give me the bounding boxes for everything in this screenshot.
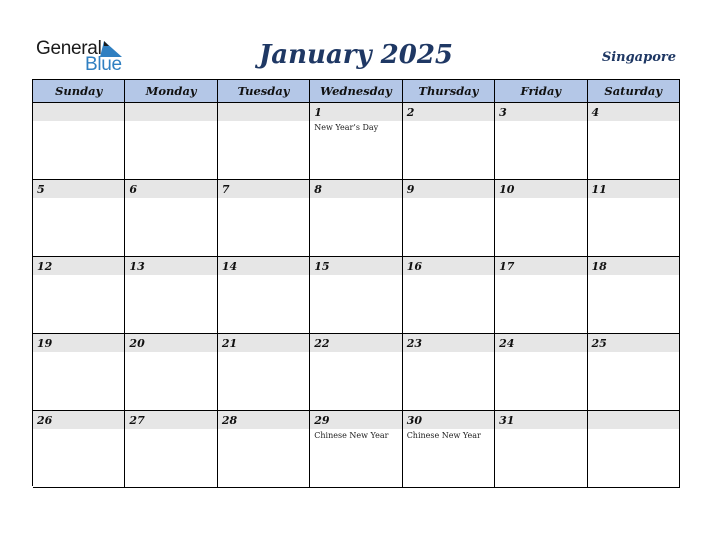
day-cell[interactable] (33, 334, 125, 411)
day-number: 29 (314, 414, 330, 427)
day-number-band (403, 180, 494, 198)
day-number: 31 (499, 414, 515, 427)
day-number: 3 (499, 106, 507, 119)
holiday-label: New Year’s Day (314, 123, 379, 132)
day-number: 12 (37, 260, 53, 273)
day-number: 13 (129, 260, 145, 273)
week-row (33, 103, 680, 180)
day-number-band (403, 103, 494, 121)
weekday-header-row (33, 80, 680, 103)
day-number-band (588, 103, 679, 121)
day-cell[interactable] (403, 411, 495, 488)
day-number-band (310, 103, 401, 121)
day-cell[interactable] (33, 103, 125, 180)
day-cell[interactable] (218, 180, 310, 257)
day-cell[interactable] (403, 103, 495, 180)
day-number-band (33, 103, 124, 121)
day-number: 27 (129, 414, 145, 427)
day-cell[interactable] (310, 180, 402, 257)
weekday-header: Saturday (588, 80, 680, 103)
day-cell[interactable] (310, 334, 402, 411)
day-cell[interactable] (588, 334, 680, 411)
day-cell[interactable] (125, 180, 217, 257)
day-number: 14 (221, 260, 238, 273)
calendar-weeks (33, 103, 680, 488)
week-row (33, 257, 680, 334)
weekday-header: Sunday (33, 80, 125, 103)
day-cell[interactable] (588, 180, 680, 257)
day-number: 8 (314, 183, 322, 196)
day-cell[interactable] (310, 257, 402, 334)
day-cell[interactable] (218, 411, 310, 488)
day-number-band (495, 103, 586, 121)
day-cell[interactable] (125, 411, 217, 488)
day-cell[interactable] (495, 334, 587, 411)
day-cell[interactable] (125, 257, 217, 334)
holiday-label: Chinese New Year (314, 431, 389, 440)
day-number: 10 (499, 183, 515, 196)
day-number: 21 (221, 337, 238, 350)
day-cell[interactable] (403, 334, 495, 411)
day-cell[interactable] (125, 103, 217, 180)
day-number-band (218, 180, 309, 198)
holiday-label: Chinese New Year (406, 431, 481, 440)
day-cell[interactable] (495, 103, 587, 180)
weekday-header: Tuesday (218, 80, 310, 103)
weekday-header: Wednesday (310, 80, 402, 103)
day-cell[interactable] (495, 180, 587, 257)
weekday-header: Thursday (403, 80, 495, 103)
day-number: 5 (37, 183, 45, 196)
day-number: 23 (406, 337, 422, 350)
day-cell[interactable] (33, 180, 125, 257)
weekday-header: Friday (495, 80, 587, 103)
day-number: 11 (591, 183, 607, 196)
page-title: January 2025 (258, 40, 454, 70)
day-cell[interactable] (125, 334, 217, 411)
day-number: 2 (406, 106, 415, 119)
day-number-band (218, 103, 309, 121)
weekday-header: Monday (125, 80, 217, 103)
day-number: 25 (591, 337, 607, 350)
day-number: 24 (499, 337, 515, 350)
day-cell[interactable] (310, 411, 402, 488)
country-label: Singapore (601, 50, 676, 65)
day-cell[interactable] (495, 411, 587, 488)
day-cell[interactable] (218, 257, 310, 334)
day-number: 18 (591, 260, 607, 273)
day-number: 30 (406, 414, 422, 427)
logo-text-general: General (36, 38, 102, 59)
day-number-band (310, 180, 401, 198)
day-number: 9 (406, 183, 415, 196)
day-number: 7 (221, 183, 230, 196)
day-number-band (33, 180, 124, 198)
calendar-grid (32, 79, 680, 486)
day-number: 1 (314, 106, 322, 119)
day-cell[interactable] (403, 257, 495, 334)
day-number-band (588, 411, 679, 429)
day-number: 26 (37, 414, 53, 427)
day-cell[interactable] (33, 257, 125, 334)
day-number: 28 (221, 414, 238, 427)
day-number: 22 (314, 337, 330, 350)
day-number: 16 (406, 260, 422, 273)
day-number-band (125, 103, 216, 121)
day-number: 6 (129, 183, 138, 196)
day-cell[interactable] (588, 411, 680, 488)
day-cell[interactable] (218, 103, 310, 180)
day-number: 15 (314, 260, 330, 273)
day-cell[interactable] (310, 103, 402, 180)
day-number-band (125, 180, 216, 198)
day-number: 20 (129, 337, 145, 350)
day-cell[interactable] (495, 257, 587, 334)
week-row (33, 180, 680, 257)
day-number: 4 (591, 106, 600, 119)
day-cell[interactable] (588, 103, 680, 180)
day-cell[interactable] (218, 334, 310, 411)
week-row (33, 411, 680, 488)
day-number: 19 (37, 337, 53, 350)
week-row (33, 334, 680, 411)
day-cell[interactable] (33, 411, 125, 488)
day-number: 17 (499, 260, 515, 273)
day-cell[interactable] (588, 257, 680, 334)
logo-text-blue: Blue (85, 54, 122, 75)
day-cell[interactable] (403, 180, 495, 257)
